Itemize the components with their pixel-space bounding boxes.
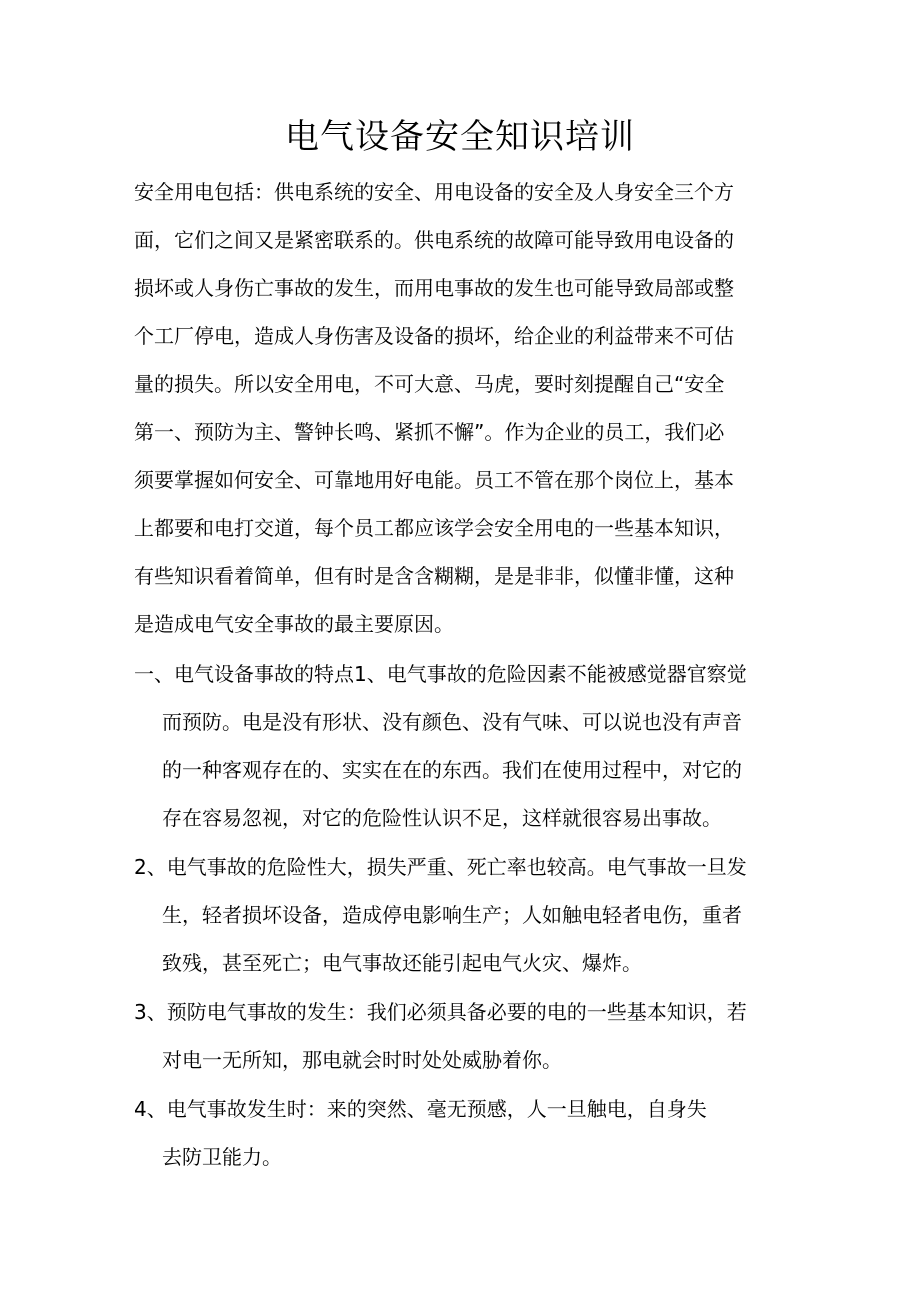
intro-line: 有些知识看着简单，但有时是含含糊糊，是是非非，似懂非懂，这种 bbox=[134, 564, 734, 588]
item4-line: 4、电气事故发生时：来的突然、毫无预感，人一旦触电，自身失 bbox=[134, 1097, 707, 1121]
intro-line: 须要掌握如何安全、可靠地用好电能。员工不管在那个岗位上，基本 bbox=[134, 468, 734, 492]
section1-line: 存在容易忽视，对它的危险性认识不足，这样就很容易出事故。 bbox=[162, 806, 722, 830]
intro-line: 安全用电包括：供电系统的安全、用电设备的安全及人身安全三个方 bbox=[134, 180, 734, 204]
intro-line: 量的损失。所以安全用电，不可大意、马虎，要时刻提醒自己“安全 bbox=[134, 372, 725, 396]
intro-line: 损坏或人身伤亡事故的发生，而用电事故的发生也可能导致局部或整 bbox=[134, 276, 734, 300]
item2-line: 2、电气事故的危险性大，损失严重、死亡率也较高。电气事故一旦发 bbox=[134, 855, 747, 879]
intro-line: 上都要和电打交道，每个员工都应该学会安全用电的一些基本知识， bbox=[134, 516, 734, 540]
intro-line: 是造成电气安全事故的最主要原因。 bbox=[134, 612, 454, 636]
item3-line: 3、预防电气事故的发生：我们必须具备必要的电的一些基本知识，若 bbox=[134, 1000, 747, 1024]
section1-line: 一、电气设备事故的特点1、电气事故的危险因素不能被感觉器官察觉 bbox=[134, 662, 747, 686]
intro-line: 第一、预防为主、警钟长鸣、紧抓不懈”。作为企业的员工，我们必 bbox=[134, 420, 725, 444]
section1-line: 而预防。电是没有形状、没有颜色、没有气味、可以说也没有声音 bbox=[162, 710, 742, 734]
item4-line: 去防卫能力。 bbox=[162, 1145, 282, 1169]
item3-line: 对电一无所知，那电就会时时处处威胁着你。 bbox=[162, 1048, 562, 1072]
document-title: 电气设备安全知识培训 bbox=[285, 117, 635, 157]
section1-line: 的一种客观存在的、实实在在的东西。我们在使用过程中，对它的 bbox=[162, 758, 742, 782]
intro-line: 个工厂停电，造成人身伤害及设备的损坏，给企业的利益带来不可估 bbox=[134, 324, 734, 348]
item2-line: 致残，甚至死亡；电气事故还能引起电气火灾、爆炸。 bbox=[162, 951, 642, 975]
intro-line: 面，它们之间又是紧密联系的。供电系统的故障可能导致用电设备的 bbox=[134, 228, 734, 252]
item2-line: 生，轻者损坏设备，造成停电影响生产；人如触电轻者电伤，重者 bbox=[162, 903, 742, 927]
